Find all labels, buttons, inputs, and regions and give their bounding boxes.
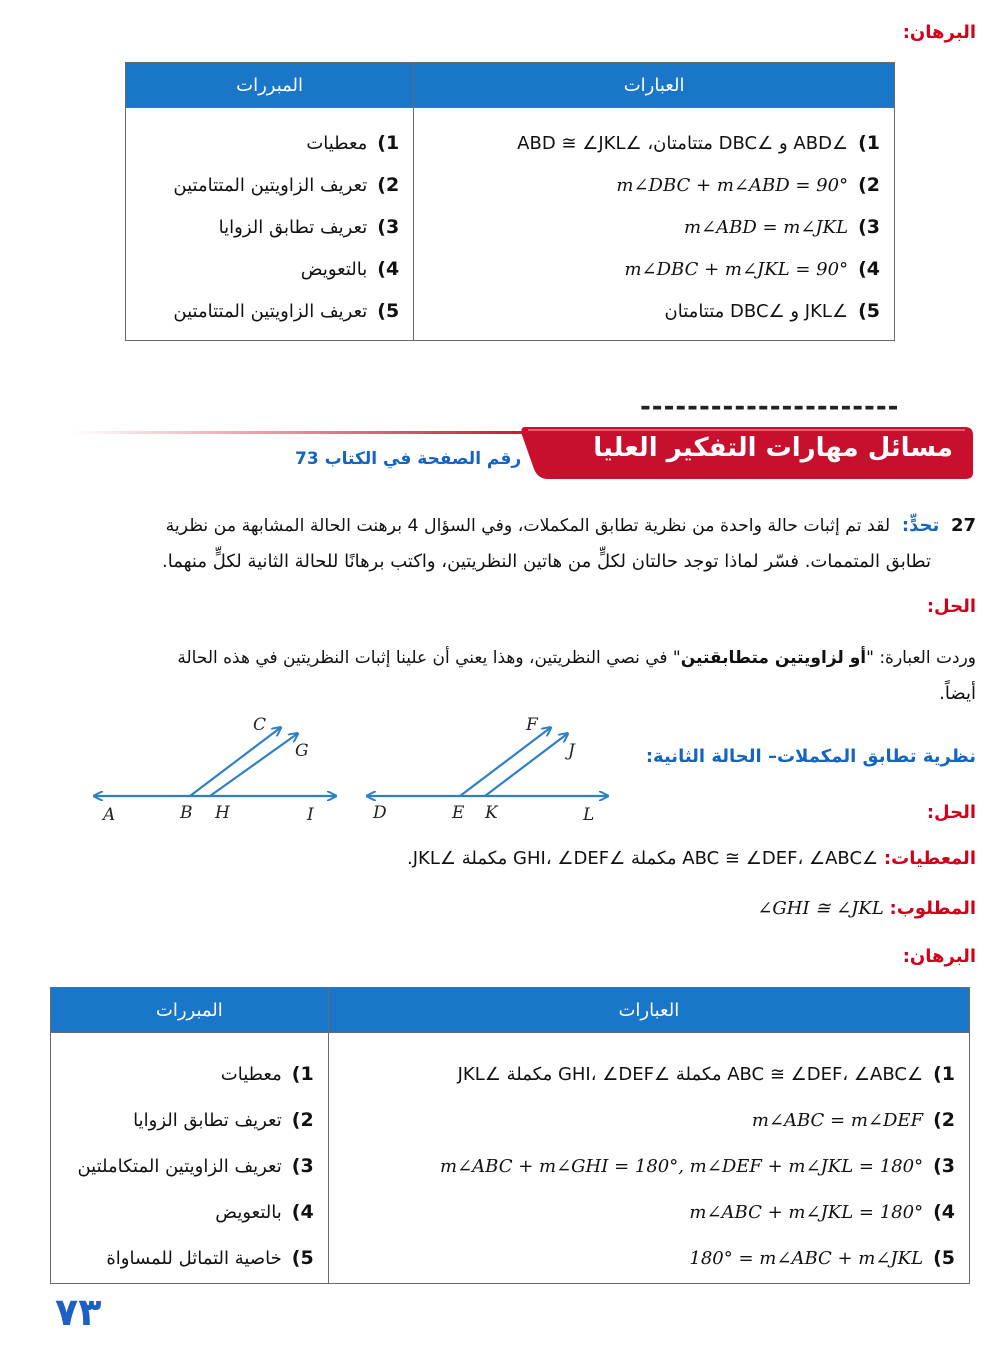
reason-row: 1) معطيات <box>306 132 400 154</box>
reason-row: 2) تعريف تطابق الزوايا <box>133 1109 314 1131</box>
given-label: المعطيات: <box>883 848 976 869</box>
proof-heading: البرهان: <box>902 22 976 43</box>
point-label: E <box>452 803 465 823</box>
ray-HG <box>210 734 297 796</box>
ray-KJ <box>485 734 567 796</box>
point-label: B <box>180 803 193 823</box>
statement-row: 1) ∠ABD و ∠DBC متتامتان، ∠ABD ≅ ∠JKL <box>517 132 880 154</box>
question-line-1 <box>21 508 976 544</box>
point-label: D <box>373 803 387 823</box>
statement-row: 3) m∠ABD = m∠JKL <box>683 216 880 238</box>
given-text: ∠ABC ≅ ∠DEF، ∠ABC مكملة ∠GHI، ∠DEF مكملة ∠JKL. <box>406 848 879 869</box>
angles-figure <box>85 712 625 827</box>
col-header-reasons: المبررات <box>126 63 414 108</box>
reason-row: 5) خاصية التماثل للمساواة <box>106 1247 314 1269</box>
reason-row: 2) تعريف الزاويتين المتتامتين <box>173 174 400 196</box>
col-header-statements: العبارات <box>328 988 969 1033</box>
separator-dashes: ---------------------- <box>640 392 900 422</box>
proof-heading-2: البرهان: <box>902 946 976 967</box>
statement-row: 3) m∠ABC + m∠GHI = 180°, m∠DEF + m∠JKL = 180° <box>440 1155 955 1177</box>
question-text-1: لقد تم إثبات حالة واحدة من نظرية تطابق المكملات، وفي السؤال 4 برهنت الحالة المشابهة من نظرية <box>165 516 891 536</box>
statement-row: 1) ∠ABC ≅ ∠DEF، ∠ABC مكملة ∠GHI، ∠DEF مكملة ∠JKL <box>457 1063 955 1085</box>
reason-row: 3) تعريف الزاويتين المتكاملتين <box>77 1155 314 1177</box>
statement-row: 2) m∠ABC = m∠DEF <box>751 1109 955 1131</box>
reason-row: 1) معطيات <box>220 1063 314 1085</box>
solution-label: الحل: <box>926 596 976 617</box>
point-label: K <box>485 803 498 823</box>
col-header-reasons: المبررات <box>51 988 329 1033</box>
reasons-cell <box>51 1033 329 1284</box>
statement-row: 4) m∠DBC + m∠JKL = 90° <box>624 258 880 280</box>
point-label: G <box>295 741 309 761</box>
solution-label-2: الحل: <box>926 802 976 823</box>
given-line <box>407 848 976 869</box>
prove-label: المطلوب: <box>889 898 976 919</box>
question-27 <box>21 508 976 580</box>
point-label: F <box>526 715 538 735</box>
banner-title: مسائل مهارات التفكير العليا <box>593 433 953 463</box>
point-label: J <box>568 741 575 761</box>
proof-table-2 <box>50 987 970 1284</box>
solution-paragraph: وردت العبارة: "أو لزاويتين متطابقتين" في نصي النظريتين، وهذا يعني أن علينا إثبات النظريتين في هذه الحالة أيضاً. <box>177 648 976 704</box>
ray-BC <box>190 728 280 796</box>
point-label: I <box>307 805 314 825</box>
point-label: A <box>103 805 116 825</box>
statement-row: 2) m∠DBC + m∠ABD = 90° <box>616 174 880 196</box>
point-label: C <box>253 715 267 735</box>
question-label: تحدٍّ: <box>901 515 940 536</box>
statements-cell <box>414 108 895 341</box>
theorem-title: نظرية تطابق المكملات– الحالة الثانية: <box>645 746 976 767</box>
statement-row: 5) 180° = m∠ABC + m∠JKL <box>689 1247 955 1269</box>
reason-row: 5) تعريف الزاويتين المتتامتين <box>173 300 400 322</box>
prove-text: ∠GHI ≅ ∠JKL <box>757 898 884 919</box>
point-label: H <box>215 803 230 823</box>
reasons-cell <box>126 108 414 341</box>
reason-row: 3) تعريف تطابق الزوايا <box>218 216 400 238</box>
ray-EF <box>460 728 550 796</box>
question-text-2: تطابق المتممات. فسّر لماذا توجد حالتان لكلٍّ من هاتين النظريتين، واكتب برهانًا للحالة الثانية لكلٍّ منهما. <box>161 551 931 572</box>
proof-table-1 <box>125 62 895 341</box>
bold-phrase: أو لزاويتين متطابقتين <box>680 648 867 668</box>
statements-cell <box>328 1033 969 1284</box>
point-label: L <box>583 805 595 825</box>
statement-row: 5) ∠JKL و ∠DBC متتامتان <box>664 300 880 322</box>
statement-row: 4) m∠ABC + m∠JKL = 180° <box>689 1201 955 1223</box>
reason-row: 4) بالتعويض <box>215 1201 314 1223</box>
col-header-statements: العبارات <box>414 63 895 108</box>
question-number: 27 <box>950 515 976 536</box>
section-banner <box>70 425 975 481</box>
banner-page-ref: رقم الصفحة في الكتاب 73 <box>295 449 522 469</box>
page-number: ٧٣ <box>55 1290 102 1334</box>
prove-line <box>757 898 976 919</box>
reason-row: 4) بالتعويض <box>300 258 400 280</box>
